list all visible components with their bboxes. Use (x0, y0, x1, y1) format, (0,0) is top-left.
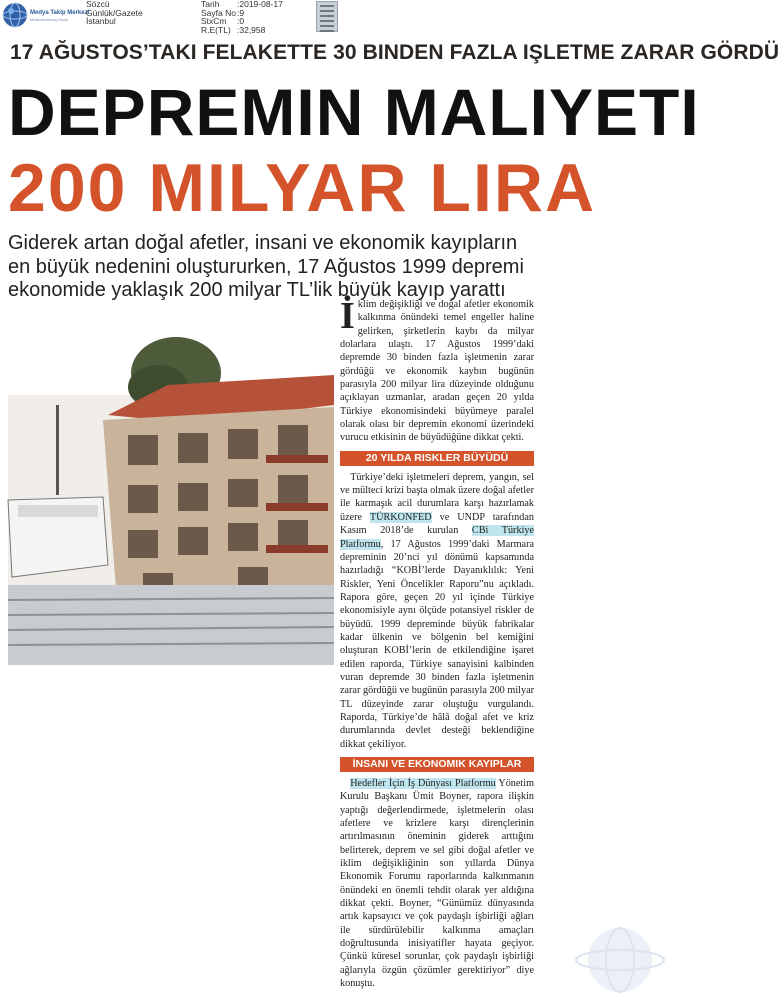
deck-text: Giderek artan doğal afetler, insani ve ekonomik kayıpların en büyük nedenini oluştururken, 17 Ağustos 1999 depremi ekonomide yaklaşık 200 milyar TL’lik büyük kayıp yarattı (8, 232, 524, 301)
org-highlight: Hedefler İçin İş Dünyası Platformu (350, 778, 496, 789)
paragraph-text: , 17 Ağustos 1999’daki Marmara depreminin 20’nci yıl dönümü kapsamında hazırladığı “KOBİ’lerde Dayanıklılık: Yeni Riskler, Yeni Öncelikler Raporu”nu açıkladı. Rapora göre, geçen 20 yıl içinde Türkiye ekonomisiyle aynı ölçüde potansiyel riskler de büyüdü. 1999 depreminde büyük fabrikalar kadar ülkenin ve bölgenin bel kemiğini oluşturan KOBİ’lerin de etkilendiğine işaret edilen raporda, Türkiye sanayisini kalbinden vuran depremde 30 binden fazla işletmenin zarar gördüğü ve bugünün parasıyla 200 milyar TL düzeyinde zarar oluştuğu vurgulandı. Raporda, Türkiye’de hâlâ doğal afet ve kriz durumlarında devlet desteği beklendiğine dikkat çekiliyor. (340, 538, 534, 750)
logo-text: Medya Takip Merkezi (30, 10, 90, 16)
main-headline-figure: 200 MILYAR LIRA (8, 150, 597, 226)
info-key: R.E(TL) (201, 24, 231, 35)
earthquake-photo (8, 315, 334, 665)
org-highlight: CBi Türkiye Platformu (340, 525, 534, 550)
subheading-risks: 20 YILDA RISKLER BÜYÜDÜ (340, 451, 534, 466)
paragraph-text: klim değişikliği ve doğal afetler ekonomik kalkınma önündeki temel engeller haline gelirken, şirketlerin kaybı da milyar dolarlara ulaştı. 17 Ağustos 1999’daki depremde 30 binden fazla işletmenin zarar gördüğü ve ekonomik kaybın bugünün parasıyla 200 milyar lira düzeyinde olduğunu açıklayan uzmanlar, aradan geçen 20 yılda Türkiye ekonomisindeki büyümeye paralel olarak olası bir depremin ekonomi üzerindeki vurucu etkisinin de büyüdüğüne dikkat çekti. (340, 299, 534, 444)
info-value: :2019-08-17 (237, 0, 283, 9)
globe-logo-icon (2, 2, 28, 28)
paragraph-intro (340, 295, 534, 445)
kicker-headline: 17 AĞUSTOS’TAKI FELAKETTE 30 BINDEN FAZLA IŞLETME ZARAR GÖRDÜ (10, 41, 779, 64)
info-value: :0 (237, 16, 245, 26)
info-value: :32,958 (237, 24, 266, 35)
clipping-header (0, 0, 674, 34)
paragraph-report (340, 471, 534, 751)
article-body (340, 295, 534, 991)
logo-subtitle: Media Monitoring Center (30, 18, 69, 22)
paragraph-text: Türkiye’deki işletmeleri deprem, yangın, sel ve mülteci krizi başta olmak üzere doğal afetler ile karmaşık acil durumlara karşı hazırlamak üzere (340, 471, 534, 523)
info-key: StxCm (201, 16, 227, 26)
source-info (86, 0, 143, 26)
info-value: :9 (237, 7, 245, 18)
org-highlight: TÜRKONFED (369, 511, 432, 523)
info-key: Tarih (201, 0, 220, 9)
source-type: Günlük/Gazete (86, 7, 143, 18)
page-thumbnail-icon (316, 1, 338, 32)
subheading-losses: İNSANI VE EKONOMIK KAYIPLAR (340, 757, 534, 772)
clip-info (201, 0, 283, 34)
paragraph-text: ve UNDP tarafından Kasım 2018’de kurulan (340, 511, 534, 537)
watermark-globe-icon (575, 920, 665, 1000)
source-city: İstanbul (86, 16, 116, 26)
info-key: Sayfa No (201, 7, 236, 18)
source-name: Sözcü (86, 0, 110, 9)
drop-cap: İ (340, 295, 355, 337)
paragraph-boyner (340, 777, 534, 991)
main-headline: DEPREMIN MALIYETI (8, 75, 700, 149)
paragraph-text: Yönetim Kurulu Başkanı Ümit Boyner, rapora ilişkin yaptığı değerlendirmede, işletmelerin olası afetlere ve krizlere karşı dirençlerinin artırılmasının öneminin giderek arttığını belirterek, deprem ve sel gibi doğal afetler ve iklim değişikliğinin son yıllarda Dünya Ekonomik Forumu raporlarında kalkınmanın önündeki en önemli tehdit olarak yer aldığına dikkat çekti. Boyner, “Günümüz dünyasında artık kapsayıcı ve çok paydaşlı işbirliği ağları ile sürdürülebilir kalkınma amaçları doğrultusunda inisiyatifler hayata geçiyor. Çünkü küresel sorunlar, çok paydaşlı işbirliği ağlarıyla özgün çözümler gerektiriyor” diye konuştu. (340, 778, 534, 990)
